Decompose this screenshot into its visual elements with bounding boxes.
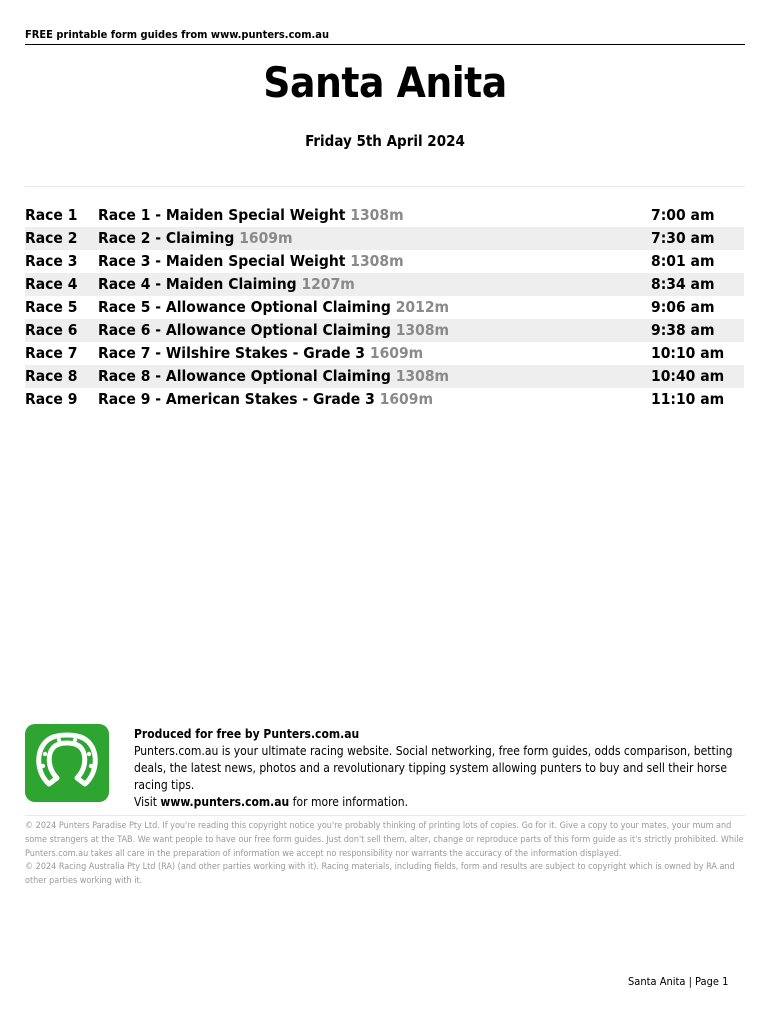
race-name: Race 5 - Allowance Optional Claiming (98, 298, 391, 316)
race-number: Race 2 (25, 229, 78, 247)
visit-suffix: for more information. (289, 795, 409, 809)
copyright-notice (25, 820, 745, 889)
punters-logo (25, 724, 109, 802)
race-distance: 1609m (379, 390, 433, 408)
race-name-cell (98, 227, 293, 250)
race-distance: 1207m (301, 275, 355, 293)
race-name-cell (98, 204, 404, 227)
race-number: Race 7 (25, 344, 78, 362)
race-time: 11:10 am (651, 390, 725, 408)
race-time: 8:01 am (651, 252, 715, 270)
punters-link[interactable]: www.punters.com.au (160, 795, 290, 809)
race-row (25, 342, 744, 365)
race-time: 8:34 am (651, 275, 715, 293)
copyright-divider (25, 815, 745, 816)
race-row (25, 388, 744, 411)
race-number: Race 9 (25, 390, 78, 408)
race-name: Race 8 - Allowance Optional Claiming (98, 367, 391, 385)
race-name: Race 6 - Allowance Optional Claiming (98, 321, 391, 339)
race-name: Race 3 - Maiden Special Weight (98, 252, 346, 270)
race-name-cell (98, 319, 449, 342)
race-time: 7:30 am (651, 229, 715, 247)
race-name: Race 1 - Maiden Special Weight (98, 206, 346, 224)
race-distance: 1308m (350, 252, 404, 270)
race-time: 7:00 am (651, 206, 715, 224)
race-row (25, 319, 744, 342)
race-time: 9:38 am (651, 321, 715, 339)
race-number: Race 4 (25, 275, 78, 293)
race-distance: 2012m (395, 298, 450, 316)
header-divider (25, 44, 745, 45)
race-number: Race 3 (25, 252, 78, 270)
race-time: 10:10 am (651, 344, 725, 362)
race-row (25, 273, 744, 296)
race-name-cell (98, 365, 449, 388)
race-distance: 1609m (239, 229, 293, 247)
producer-title: Produced for free by Punters.com.au (134, 727, 360, 741)
copyright-racing-australia: © 2024 Racing Australia Pty Ltd (RA) (and other parties working with it). Racing materials, including fields, form and results are subject to copyright which is owned by RA and other parties working with it. (25, 862, 735, 887)
race-number: Race 8 (25, 367, 78, 385)
page-title: Santa Anita (263, 58, 507, 107)
race-row (25, 204, 744, 227)
page-footer: Santa Anita | Page 1 (628, 975, 729, 988)
race-name-cell (98, 296, 449, 319)
race-name: Race 4 - Maiden Claiming (98, 275, 297, 293)
producer-visit (134, 794, 746, 811)
race-name: Race 2 - Claiming (98, 229, 235, 247)
producer-block (134, 726, 746, 811)
race-name: Race 7 - Wilshire Stakes - Grade 3 (98, 344, 366, 362)
race-number: Race 6 (25, 321, 78, 339)
producer-description: Punters.com.au is your ultimate racing website. Social networking, free form guides, odds comparison, betting deals, the latest news, photos and a revolutionary tipping system allowing punters to buy and sell their horse racing tips. (134, 744, 733, 792)
race-row (25, 227, 744, 250)
race-distance: 1308m (395, 367, 450, 385)
race-number: Race 5 (25, 298, 78, 316)
race-distance: 1308m (350, 206, 404, 224)
race-distance: 1609m (369, 344, 424, 362)
race-time: 10:40 am (651, 367, 725, 385)
race-name-cell (98, 342, 423, 365)
race-row (25, 296, 744, 319)
copyright-punters: © 2024 Punters Paradise Pty Ltd. If you're reading this copyright notice you're probably thinking of printing lots of copies. Go for it. Give a copy to your mates, your mum and some strangers at the TAB. We want people to have our free form guides. Just don't sell them, alter, change or reproduce parts of this form guide as it's strictly prohibited. While Punters.com.au takes all care in the preparation of information we accept no responsibility nor warrants the accuracy of the information displayed. (25, 821, 744, 859)
horseshoe-icon (25, 724, 109, 802)
race-name: Race 9 - American Stakes - Grade 3 (98, 390, 375, 408)
race-number: Race 1 (25, 206, 78, 224)
race-row (25, 365, 744, 388)
race-name-cell (98, 273, 355, 296)
date-divider (25, 186, 745, 187)
visit-prefix: Visit (134, 795, 161, 809)
race-time: 9:06 am (651, 298, 715, 316)
race-row (25, 250, 744, 273)
race-distance: 1308m (395, 321, 450, 339)
race-list (25, 204, 744, 411)
meeting-date: Friday 5th April 2024 (305, 132, 465, 150)
race-name-cell (98, 388, 433, 411)
header-tagline: FREE printable form guides from www.punters.com.au (25, 28, 330, 41)
race-name-cell (98, 250, 404, 273)
